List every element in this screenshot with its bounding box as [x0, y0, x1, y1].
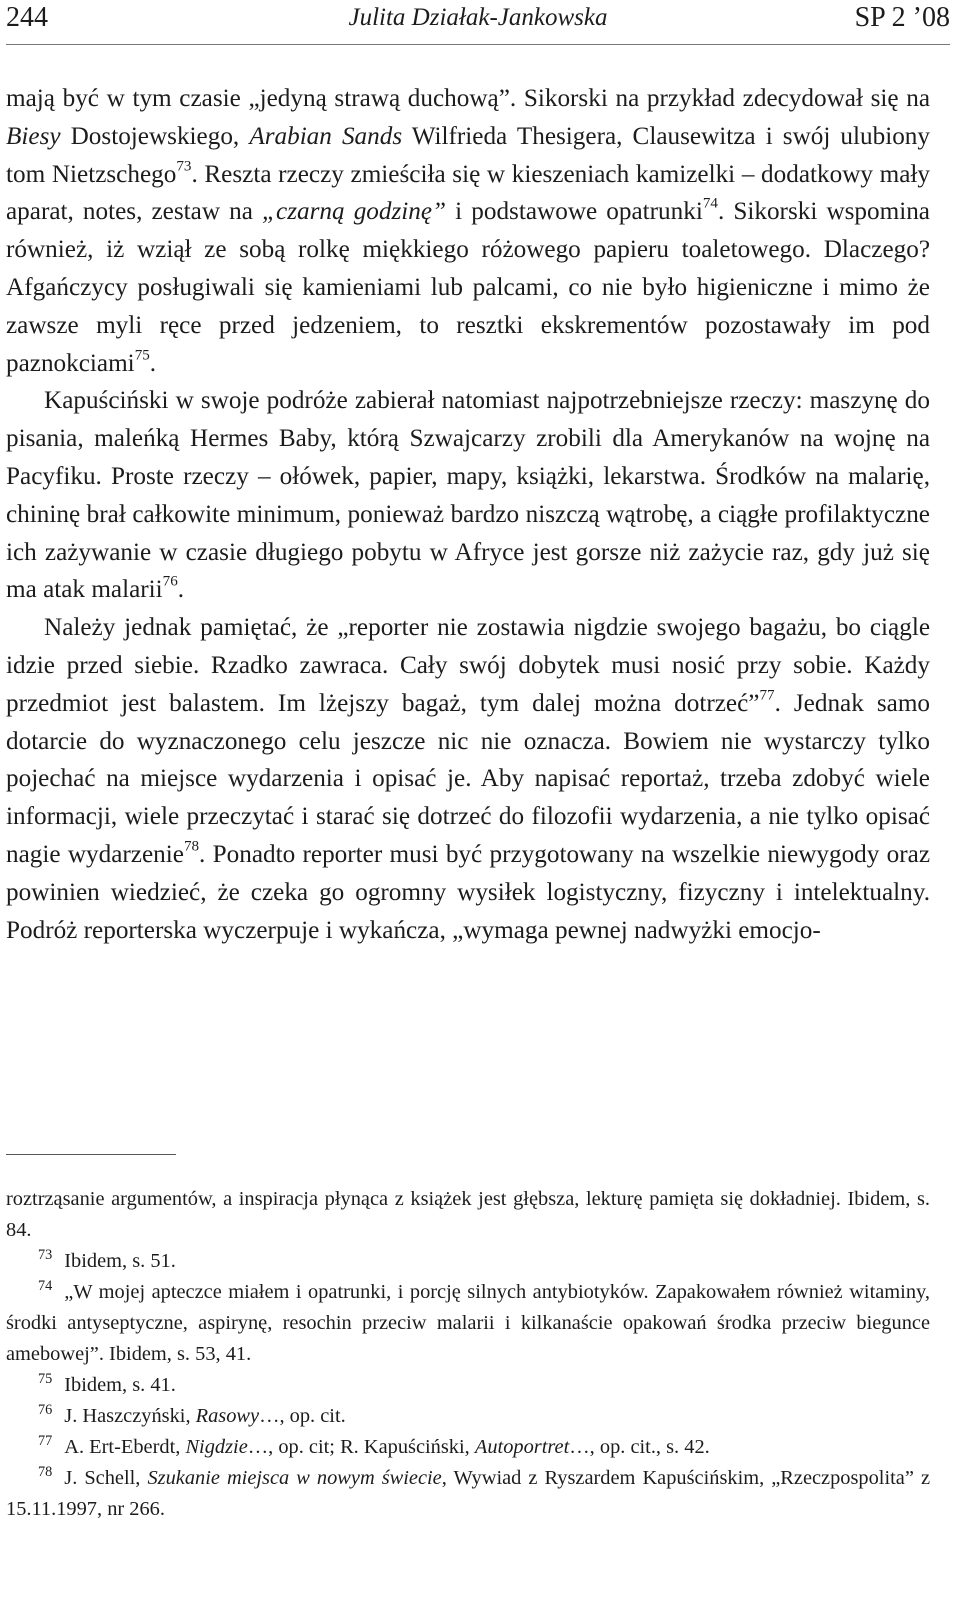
footnote-77	[6, 1432, 930, 1463]
footnote-text: …, op. cit; R. Kapuściński,	[247, 1436, 475, 1458]
running-author: Julita Działak-Jankowska	[348, 4, 608, 31]
footnote-number: 76	[38, 1402, 53, 1419]
footnote-75	[6, 1370, 930, 1401]
footnote-italic-title: Nigdzie	[185, 1436, 248, 1458]
footnote-number: 73	[38, 1247, 53, 1264]
footnote-italic-title: Rasowy	[195, 1405, 260, 1427]
footnote-ref-73[interactable]: 73	[176, 158, 192, 175]
journal-issue: SP 2 ’08	[854, 2, 950, 33]
text-run: . Reszta rzeczy zmieściła się w kieszeniach kamizelki – dodatkowy mały aparat, notes, zestaw na	[6, 160, 930, 226]
footnote-ref-77[interactable]: 77	[759, 687, 775, 704]
footnote-ref-75[interactable]: 75	[134, 347, 150, 364]
footnote-text: …, op. cit.	[259, 1405, 346, 1427]
body-text	[6, 80, 930, 949]
italic-title: Arabian Sands	[249, 122, 403, 150]
footnote-ref-78[interactable]: 78	[183, 838, 200, 855]
footnote-number: 75	[38, 1371, 53, 1388]
italic-title: Biesy	[6, 122, 61, 150]
text-run: Dostojewskiego,	[60, 122, 250, 150]
footnote-text: J. Haszczyński,	[64, 1405, 196, 1427]
footnote-ref-74[interactable]: 74	[702, 196, 718, 213]
footnote-italic-title: Szukanie miejsca w nowym świecie	[147, 1467, 442, 1489]
text-run: . Ponadto reporter musi być przygotowany na wszelkie niewygody oraz powinien wiedzieć, że czeka go ogromny wysiłek logistyczny, fizyczny i intelektualny. Podróż reporterska wyczerpuje i wykańcza, „wymaga pewnej nadwyżki emocjo-	[6, 840, 931, 944]
text-run: .	[177, 576, 185, 604]
footnote-continuation: roztrząsanie argumentów, a inspiracja płynąca z książek jest głębsza, lekturę pamięta się dokładniej. Ibidem, s. 84.	[6, 1188, 930, 1241]
paragraph-3	[6, 609, 930, 949]
footnotes	[6, 1184, 930, 1525]
footnote-number: 78	[38, 1464, 53, 1481]
text-run: . Sikorski wspomina również, iż wziął ze sobą rolkę miękkiego różowego papieru toaletowego. Dlaczego? Afgańczycy posługiwali się kamieniami lub palcami, co nie było higieniczne i mimo że zawsze myli ręce przed jedzeniem, to resztki ekskrementów pozostawały im pod paznokciami	[6, 198, 930, 377]
footnote-ref-76[interactable]: 76	[162, 574, 178, 591]
paragraph-2	[6, 382, 930, 609]
running-header	[6, 2, 950, 42]
footnote-text: J. Schell,	[64, 1467, 148, 1489]
footnote-text: Ibidem, s. 51.	[64, 1250, 176, 1272]
footnote-number: 77	[38, 1433, 53, 1450]
text-run: Wilfrieda Thesigera, Clausewitza i swój ulubiony tom Nietzschego	[6, 122, 930, 188]
footnote-italic-title: Autoportret	[474, 1436, 570, 1458]
page-number: 244	[6, 2, 48, 33]
footnote-text: „W mojej apteczce miałem i opatrunki, i porcję silnych antybiotyków. Zapakowałem również witaminy, środki antyseptyczne, aspirynę, resochin przeciw malarii i kilkanaście opakowań środka przeciw biegunce amebowej”. Ibidem, s. 53, 41.	[6, 1281, 930, 1365]
text-run: mają być w tym czasie „jedyną strawą duchową”. Sikorski na przykład zdecydował się na	[6, 85, 930, 112]
footnote-78	[6, 1463, 930, 1525]
italic-phrase: „czarną godzinę”	[262, 198, 447, 226]
text-run: . Jednak samo dotarcie do wyznaczonego celu jeszcze nic nie oznacza. Bowiem nie wystarczy tylko pojechać na miejsce wydarzenia i opisać je. Aby napisać reportaż, trzeba zdobyć wiele informacji, wiele przeczytać i starać się dotrzeć do filozofii wydarzenia, a nie tylko opisać nagie wydarzenie	[6, 689, 930, 868]
text-run: Należy jednak pamiętać, że „reporter nie zostawia nigdzie swojego bagażu, bo ciągle idzie przed siebie. Rzadko zawraca. Cały swój dobytek musi nosić przy sobie. Każdy przedmiot jest balastem. Im lżejszy bagaż, tym dalej można dotrzeć”	[6, 614, 930, 717]
footnote-text: Ibidem, s. 41.	[64, 1374, 176, 1396]
footnote-separator	[6, 1154, 176, 1155]
text-run: Kapuściński w swoje podróże zabierał natomiast najpotrzebniejsze rzeczy: maszynę do pisania, maleńką Hermes Baby, którą Szwajcarzy zrobili dla Amerykanów na wojnę na Pacyfiku. Proste rzeczy – ołówek, papier, mapy, książki, lekarstwa. Środków na malarię, chininę brał całkowite minimum, ponieważ bardzo niszczą wątrobę, a ciągłe profilaktyczne ich zażywanie w czasie długiego pobytu w Afryce jest gorsze niż zażycie raz, gdy już się ma atak malarii	[6, 387, 930, 604]
text-run: .	[149, 349, 157, 377]
footnote-76	[6, 1401, 930, 1432]
footnote-text: …, op. cit., s. 42.	[569, 1436, 710, 1458]
footnote-74	[6, 1277, 930, 1370]
paragraph-1	[6, 80, 930, 382]
footnote-text: A. Ert-Eberdt,	[64, 1436, 186, 1458]
footnote-text: , Wywiad z Ryszardem Kapuścińskim, „Rzeczpospolita” z 15.11.1997, nr 266.	[6, 1467, 930, 1520]
text-run: i podstawowe opatrunki	[446, 198, 703, 226]
header-rule	[6, 44, 950, 45]
footnote-number: 74	[38, 1278, 53, 1295]
footnote-73	[6, 1246, 930, 1277]
